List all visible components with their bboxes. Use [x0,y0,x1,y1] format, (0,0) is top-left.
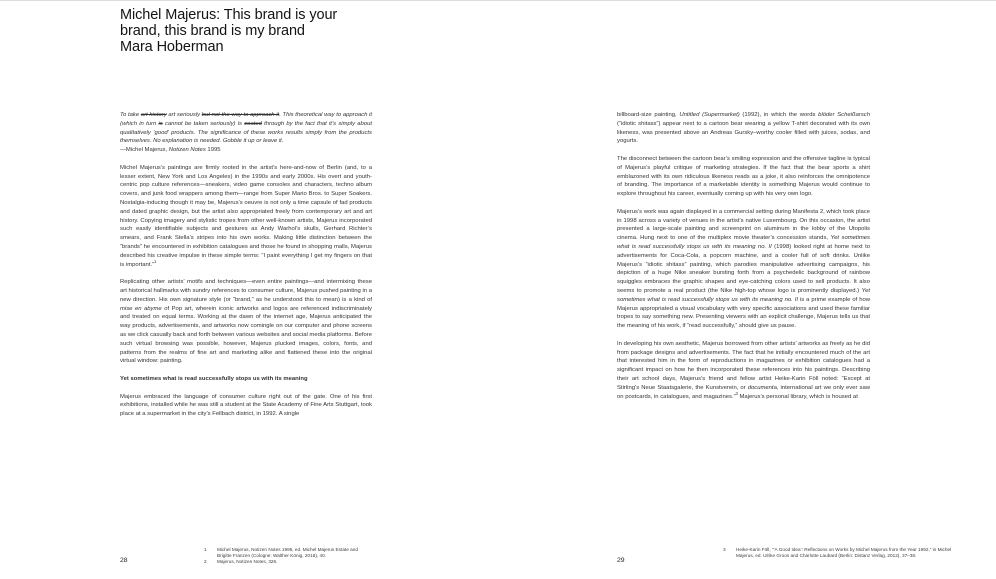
footnote-text: Michel Majerus, Notizen Notes 1995, ed. Michel Majerus Estate and Brigitte Franzen (Cologne: Walther König, 2018), 40. [217,547,358,558]
text-segment: In developing his own aesthetic, Majerus borrowed from other artists’ artworks as freely as he did from package designs and advertisements. The fact that he initially encountered much of the art that interested him in the form of reproductions in magazines or exhibition catalogues had a significant impact on how he then incorporated these references into his paintings. Describing their art school days, Majerus’s friend and fellow artist Heike-Karin Föll noted: “Except at Stirling’s Neue Staatsgalerie, the Kunstverein, or [617,340,870,391]
paragraph [120,164,372,270]
page-number-right: 29 [617,557,625,564]
left-body-text [120,111,372,428]
text-segment: Yet sometimes what is read successfully stops us with its meaning [120,375,308,382]
footnote [204,559,372,565]
footnote-marker: 1 [154,258,157,264]
text-segment: blöder Scheißarsch [818,112,870,118]
text-segment: art seriously [166,112,202,118]
text-segment: Majerus’s personal library, which is housed at [737,393,858,400]
text-segment: but not the way to approach it [201,112,280,118]
left-page [0,1,498,579]
footnote [723,547,970,559]
section-heading [120,375,372,384]
text-segment: is [158,120,163,127]
footnote-number: 1 [204,547,207,552]
text-segment: coated [244,120,262,127]
right-page [498,1,996,579]
right-footnotes [723,547,970,559]
paragraph [120,393,372,419]
epigraph-attribution [120,146,372,155]
author-name: Mara Hoberman [120,39,224,55]
text-segment: The disconnect between the cartoon bear’s smiling expression and the offensive tagline is typical of Majerus’s playful critique of marketing strategies. If the fact that the bear sports a shirt emblazoned with its own ridiculous likeness reads as a joke, it also reinforces the omnipotence of branding. The importance of a marketable identity is something Majerus would continue to explore throughout his career, eventually coming up with his very own logo. [617,155,870,198]
paragraph [617,111,870,146]
text-segment: of Pop art, wherein iconic artworks and logos are referenced indiscriminately and treated on equal terms. Working at the dawn of the internet age, Majerus anticipated the way products, advertisements, and artworks now comingle on our computer and phone screens as we click casually back and forth between various websites and social media platforms. Before such virtual browsing was possible, however, Majerus plucked images, colors, fonts, and patterns from the realms of fine art and marketing alike and flattened these into the original virtual window: painting. [120,305,372,365]
footnote-marker: 3 [735,390,738,396]
footnote-number: 2 [204,558,207,564]
footnote [204,547,372,559]
text-segment: To take [120,112,141,118]
footnote-text: Majerus, Notizen Notes, 326. [217,558,278,564]
text-segment: (“idiotic shitass”) appear next to a cartoon bear wearing a yellow T-shirt decorated with its own likeness, was presented above an Andreas Gursky–worthy cooler filled with juices, sodas, and yogurts. [617,120,870,145]
text-segment: through by the fact that it’s simply about qualitatively ‘good’ products. The significance of these works results simply from the products themselves. No explanation is needed. Gobble it up or leave it. [120,120,372,145]
text-segment: Yet sometimes what is read successfully stops us with its meaning no. II [617,235,871,250]
essay-title-line-1: Michel Majerus: This brand is your [120,7,338,23]
text-segment: (1998) looked right at home next to advertisements for Coca-Cola, a popcorn machine, and a cooler full of soft drinks. Unlike Majerus’s “idiotic shitass” painting, which parodies manipulative advertising campaigns, his depiction of a huge Nike sneaker bursting forth from a psychedelic background of rainbow squiggles embraces the graphic shapes and eye-catching colors used to sell products. It also seems to promote a real product (the Nike high-top whose logo is prominently displayed.) [617,243,870,294]
essay-header [120,7,382,55]
text-segment: Notizen Notes [168,147,206,154]
text-segment: Untitled (Supermarket) [679,112,740,118]
page-number-left: 28 [120,557,128,564]
right-body-text [617,111,870,410]
text-segment: cannot be taken seriously) is [162,120,245,127]
left-footnotes [204,547,372,565]
text-segment: Majerus’s work was again displayed in a commercial setting during Manifesta 2, which took place in 1998 across a variety of venues in the artist’s native Luxembourg. On this occasion, the artist presented a large-scale painting and screenprint on aluminum in the lobby of the Utopolis cinema. Hung next to one of the multiplex movie theater’s concession stands, [617,208,870,242]
footnote-text: Heike-Karin Föll, “‘A Good Idea’: Reflections on Works by Michel Majerus from the Year 1992,” in Michel Majerus, ed. Ulrike Groos and Charlotte Laubard (Berlin: Distanz Verlag, 2012), 37–38. [736,547,952,558]
paragraph [617,208,870,331]
text-segment: is a prime example of how Majerus appropriated a visual vocabulary with very specific associations and used these familiar tropes to say something new. Presenting viewers with an explicit challenge, Majerus tells us that the meaning of his work, if “read successfully,” should give us pause. [617,296,870,330]
text-segment: —Michel Majerus, [120,147,169,154]
text-segment: Majerus embraced the language of consumer culture right out of the gate. One of his first exhibitions, installed while he was still a student at the State Academy of Fine Arts Stuttgart, took place at a supermarket in the city’s Fellbach district, in 1992. A single [120,393,372,418]
text-segment: . This theoretical way to approach it (which in turn [120,112,372,127]
text-segment: , international art we only ever saw on postcards, in catalogues, and magazines.” [617,384,870,400]
text-segment: Replicating other artists’ motifs and techniques—even entire paintings—and intermixing these art historical hallmarks with sundry references to consumer culture, Majerus pushed painting in a new direction. His own signature style (or “brand,” as he understood this to mean) is a kind of [120,279,372,303]
essay-title-line-2: brand, this brand is my brand [120,23,305,39]
paragraph [120,278,372,366]
epigraph [120,111,372,146]
text-segment: art history [140,112,167,118]
text-segment: Michel Majerus’s paintings are firmly rooted in the artist’s here-and-now of Berlin (and, to a lesser extent, New York and Los Angeles) in the 1990s and early 2000s. His overt and youth-centric pop culture references—sneakers, video game consoles and characters, techno album covers, and junk food wrappers among them—range from Super Mario Bros. to Super Soakers. Nostalgia-inducing though it may be, Majerus’s oeuvre is not only a time capsule of fad products and dated graphic design, but the artist also appropriated freely from contemporary art and art history. Copying imagery and stylistic tropes from other well-known artists, Majerus incorporated such easily identifiable subjects and gestures as Andy Warhol’s skulls, Gerhard Richter’s smears, and Frank Stella’s stripes into his own works. Making little distinction between the “brands” he encountered in exhibition catalogues and those he found in shopping malls, Majerus described his creative impulse in these simple terms: “I paint everything I get my fingers on that is important.” [120,164,372,268]
text-segment: (1992), in which the words [739,112,819,118]
text-segment: Yet sometimes what is read successfully stops us with its meaning no. II [617,287,870,303]
text-segment: 1995 [205,147,221,154]
text-segment: billboard-size painting, [617,112,680,118]
paragraph [617,155,870,199]
paragraph [617,340,870,402]
footnote-number: 3 [723,547,726,552]
text-segment: mise en abyme [120,305,162,312]
text-segment: documenta [747,384,777,391]
